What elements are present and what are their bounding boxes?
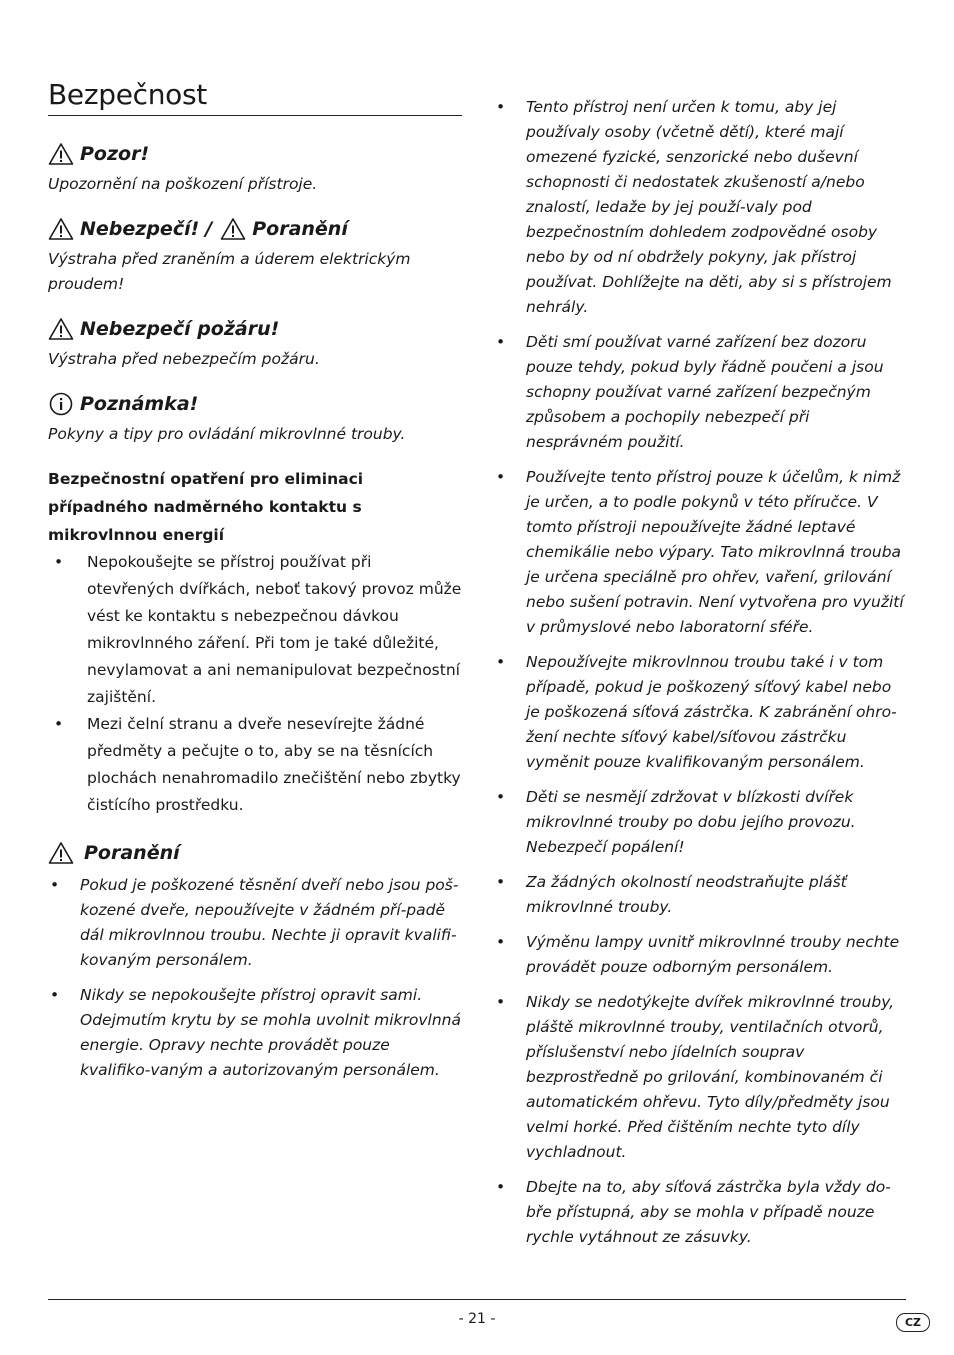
injury-section-label: Poranění — [84, 842, 180, 864]
symbol-nebezpeci-label: Nebezpečí! — [80, 218, 200, 240]
warning-triangle-icon — [48, 142, 74, 166]
symbol-pozar-label: Nebezpečí požáru! — [80, 318, 280, 340]
left-column — [48, 78, 462, 1093]
info-circle-icon — [48, 392, 74, 416]
list-item: • Výměnu lampy uvnitř mikrovlnné trouby nechte provádět pouze odborným personálem. — [496, 930, 908, 980]
list-item: • Nepoužívejte mikrovlnnou troubu také i v tom případě, pokud je poškozený síťový kabel nebo je poškozená síťová zástrčka. K zabránění ohro-žení nechte síťový kabel/síťovou zástrčku vyměnit pouze kvalifikovaným personálem. — [496, 650, 908, 775]
symbol-poznamka-desc: Pokyny a tipy pro ovládání mikrovlnné trouby. — [48, 425, 406, 443]
symbol-pozor-desc: Upozornění na poškození přístroje. — [48, 175, 318, 193]
right-safety-list — [496, 95, 908, 1250]
list-item: • Nikdy se nepokoušejte přístroj opravit sami. Odejmutím krytu by se mohla uvolnit mikrovlnná energie. Opravy nechte provádět pouze kvalifiko-vaným a autorizovaným personálem. — [48, 983, 462, 1083]
footer-divider — [48, 1299, 906, 1300]
injury-section-list — [48, 873, 462, 1083]
list-item: • Za žádných okolností neodstraňujte plášť mikrovlnné trouby. — [496, 870, 908, 920]
microwave-section-list — [48, 549, 462, 819]
warning-triangle-icon — [48, 217, 74, 241]
symbol-pozar — [48, 317, 462, 341]
symbol-pozor-label: Pozor! — [80, 143, 150, 165]
page-number: - 21 - — [458, 1311, 496, 1327]
language-badge: CZ — [896, 1313, 930, 1332]
right-column — [496, 95, 908, 1260]
symbol-nebezpeci — [48, 217, 462, 241]
injury-section-heading — [48, 841, 462, 865]
symbol-nebezpeci-desc: Výstraha před zraněním a úderem elektrickým proudem! — [48, 250, 411, 293]
warning-triangle-icon — [48, 317, 74, 341]
list-item: • Nepokoušejte se přístroj používat při otevřených dvířkách, neboť takový provoz může vést ke kontaktu s nebezpečnou dávkou mikrovlnného záření. Při tom je také důležité, nevylamovat a ani nemanipulovat bezpečnostní zajištění. — [48, 549, 462, 711]
symbol-poznamka — [48, 392, 462, 416]
list-item: • Mezi čelní stranu a dveře nesevírejte žádné předměty a pečujte o to, aby se na těsnících plochách nenahromadilo znečištění nebo zbytky čistícího prostředku. — [48, 711, 462, 819]
symbol-pozor — [48, 142, 462, 166]
list-item: • Nikdy se nedotýkejte dvířek mikrovlnné trouby, pláště mikrovlnné trouby, ventilačních otvorů, příslušenství nebo jídelních souprav bezprostředně po grilování, kombinovaném či automatickém ohřevu. Tyto díly/předměty jsou velmi horké. Před čištěním nechte tyto díly vychladnout. — [496, 990, 908, 1165]
list-item: • Pokud je poškozené těsnění dveří nebo jsou poš-kozené dveře, nepoužívejte v žádném pří-padě dál mikrovlnnou troubu. Nechte ji opravit kvalifi-kovaným personálem. — [48, 873, 462, 973]
warning-triangle-icon — [48, 841, 74, 865]
symbol-poraneni-label: Poranění — [252, 218, 348, 240]
symbol-separator: / — [205, 218, 213, 240]
page-title: Bezpečnost — [48, 78, 462, 116]
list-item: • Děti smí používat varné zařízení bez dozoru pouze tehdy, pokud byly řádně poučeni a jsou schopny používat varné zařízení bezpečným způsobem a pochopily nebezpečí při nesprávném použití. — [496, 330, 908, 455]
microwave-section-heading: Bezpečnostní opatření pro eliminaci případného nadměrného kontaktu s mikrovlnnou energií — [48, 470, 364, 544]
list-item: • Dbejte na to, aby síťová zástrčka byla vždy do-bře přístupná, aby se mohla v případě nouze rychle vytáhnout ze zásuvky. — [496, 1175, 908, 1250]
list-item: • Tento přístroj není určen k tomu, aby jej používaly osoby (včetně dětí), které mají omezené fyzické, senzorické nebo duševní schopnosti či nedostatek zkušeností a/nebo znalostí, ledaže by jej použí-valy pod bezpečnostním dohledem zodpovědné osoby nebo by od ní obdržely pokyny, jak přístroj používat. Dohlížejte na děti, aby si s přístrojem nehrály. — [496, 95, 908, 320]
list-item: • Děti se nesmějí zdržovat v blízkosti dvířek mikrovlnné trouby po dobu jejího provozu. Nebezpečí popálení! — [496, 785, 908, 860]
list-item: • Používejte tento přístroj pouze k účelům, k nimž je určen, a to podle pokynů v této příručce. V tomto přístroji nepoužívejte žádné leptavé chemikálie nebo výpary. Tato mikrovlnná trouba je určena speciálně pro ohřev, vaření, grilování nebo sušení potravin. Není vytvořena pro využití v průmyslové nebo laboratorní sféře. — [496, 465, 908, 640]
symbol-poznamka-label: Poznámka! — [80, 393, 199, 415]
warning-triangle-icon — [220, 217, 246, 241]
symbol-pozar-desc: Výstraha před nebezpečím požáru. — [48, 350, 320, 368]
